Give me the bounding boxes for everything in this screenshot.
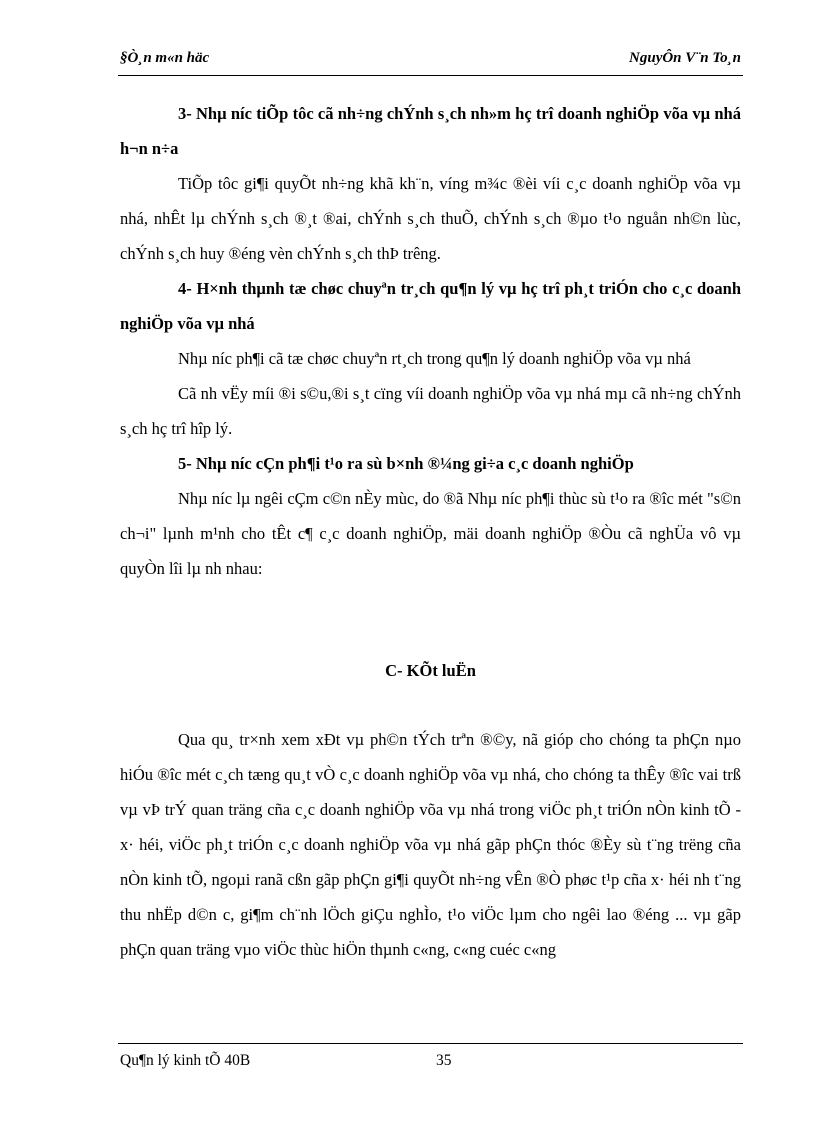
- page-number: 35: [436, 1052, 452, 1069]
- section-heading: 3- Nhµ níc tiÕp tôc cã nh÷ng chÝnh s¸ch nh»m hç trî doanh nghiÖp võa vµ nhá h¬n n÷a: [120, 104, 741, 158]
- header-right: NguyÔn V¨n To¸n: [629, 50, 741, 66]
- header-left: §Ò¸n m«n häc: [120, 50, 210, 66]
- footer-left: Qu¶n lý kinh tÕ 40B: [120, 1052, 251, 1069]
- header-rule: [118, 75, 743, 76]
- footer-rule: [118, 1043, 743, 1044]
- body-paragraph: Nhµ níc lµ ngêi cÇm c©n nÈy mùc, do ®ã Nhµ níc ph¶i thùc sù t¹o ra ®îc mét "s©n ch¬i" lµnh m¹nh cho tÊt c¶ c¸c doanh nghiÖp, mäi doanh nghiÖp ®Òu cã nghÜa vô vµ quyÒn lîi lµ nh nhau:: [120, 489, 741, 578]
- body-paragraph: Cã nh vËy míi ®i s©u,®i s¸t cïng víi doanh nghiÖp võa vµ nhá mµ cã nh÷ng chÝnh s¸ch hç trî hîp lý.: [120, 384, 741, 438]
- body-paragraph: Nhµ níc ph¶i cã tæ chøc chuyªn rt¸ch trong qu¶n lý doanh nghiÖp võa vµ nhá: [178, 349, 691, 368]
- section-heading: 5- Nhµ níc cÇn ph¶i t¹o ra sù b×nh ®¼ng gi÷a c¸c doanh nghiÖp: [178, 454, 634, 473]
- body-paragraph: Qua qu¸ tr×nh xem xÐt vµ ph©n tÝch trªn ®©y, nã gióp cho chóng ta phÇn nµo hiÓu ®îc mét c¸ch tæng qu¸t vÒ c¸c doanh nghiÖp võa vµ nhá, cho chóng ta thÊy ®îc vai trß vµ vÞ trÝ quan träng cña c¸c doanh nghiÖp võa vµ nhá trong viÖc ph¸t triÓn nÒn kinh tÕ - x· héi, viÖc ph¸t triÓn c¸c doanh nghiÖp võa vµ nhá gãp phÇn thóc ®Èy sù t¨ng trëng cña nÒn kinh tÕ, ngoµi ranã cßn gãp phÇn gi¶i quyÕt nh÷ng vÊn ®Ò phøc t¹p cña x· héi nh t¨ng thu nhËp d©n c, gi¶m ch¨nh lÖch giÇu nghÌo, t¹o viÖc lµm cho ngêi lao ®éng ... vµ gãp phÇn quan träng vµo viÖc thùc hiÖn thµnh c«ng, c«ng cuéc c«ng: [120, 730, 741, 959]
- conclusion-heading: C- KÕt luËn: [385, 661, 476, 680]
- body-paragraph: TiÕp tôc gi¶i quyÕt nh÷ng khã kh¨n, víng m¾c ®èi víi c¸c doanh nghiÖp võa vµ nhá, nhÊt lµ chÝnh s¸ch ®¸t ®ai, chÝnh s¸ch thuÕ, chÝnh s¸ch ®µo t¹o nguån nh©n lùc, chÝnh s¸ch huy ®éng vèn chÝnh s¸ch thÞ trêng.: [120, 174, 741, 263]
- section-heading: 4- H×nh thµnh tæ chøc chuyªn tr¸ch qu¶n lý vµ hç trî ph¸t triÓn cho c¸c doanh nghiÖp võa vµ nhá: [120, 279, 741, 333]
- page-content: [120, 96, 741, 967]
